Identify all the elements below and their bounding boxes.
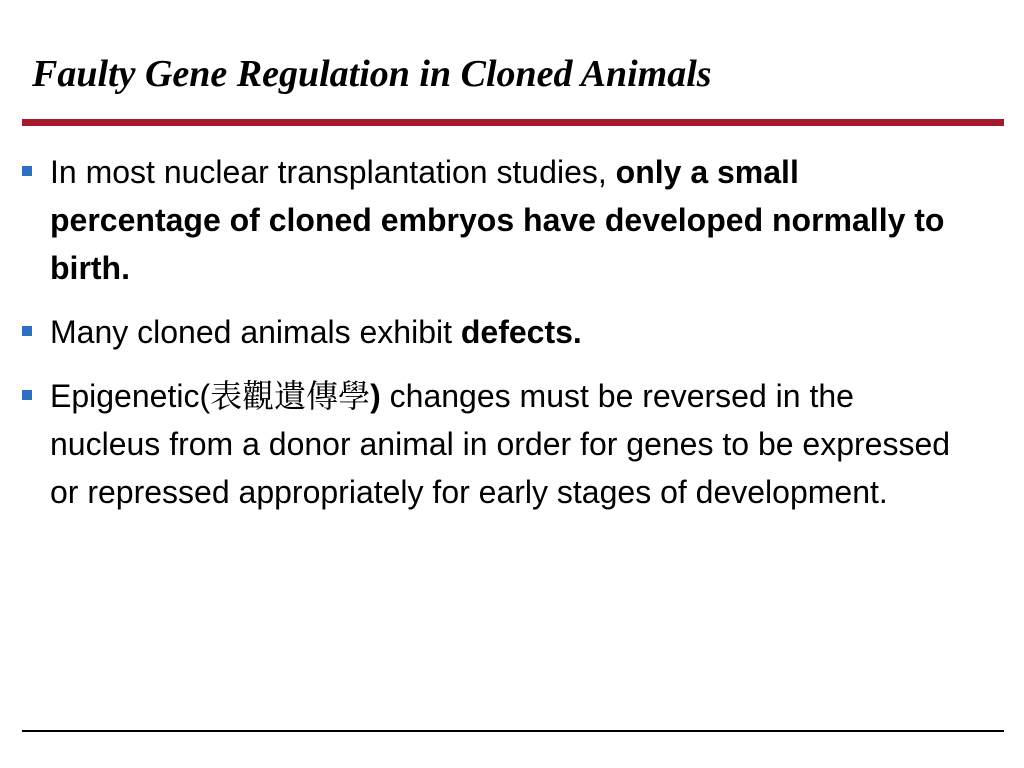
- bullet-bold-paren: ): [370, 378, 381, 414]
- square-bullet-icon: [22, 166, 32, 176]
- bullet-item: [22, 372, 952, 516]
- footer-divider: [22, 730, 1004, 732]
- bullet-text: Epigenetic(: [50, 378, 211, 414]
- slide-title: Faulty Gene Regulation in Cloned Animals: [32, 53, 712, 95]
- bullet-text-continued: changes must be reversed in the nucleus from a donor animal in order for genes to be expressed or repressed appropriately for early stages of development.: [50, 378, 951, 510]
- bullet-item: [22, 148, 952, 292]
- bullet-cjk-text: 表觀遺傳學: [210, 377, 371, 415]
- square-bullet-icon: [22, 326, 32, 336]
- bullet-text: In most nuclear transplantation studies,: [50, 154, 616, 190]
- square-bullet-icon: [22, 390, 32, 400]
- title-divider: [22, 119, 1004, 126]
- bullet-text: Many cloned animals exhibit: [50, 314, 461, 350]
- bullet-item: [22, 308, 952, 356]
- bullet-bold-text: defects.: [460, 314, 582, 350]
- bullet-bold-text: only a small percentage of cloned embryos have developed normally to birth.: [50, 154, 945, 286]
- bullet-list: [22, 148, 952, 532]
